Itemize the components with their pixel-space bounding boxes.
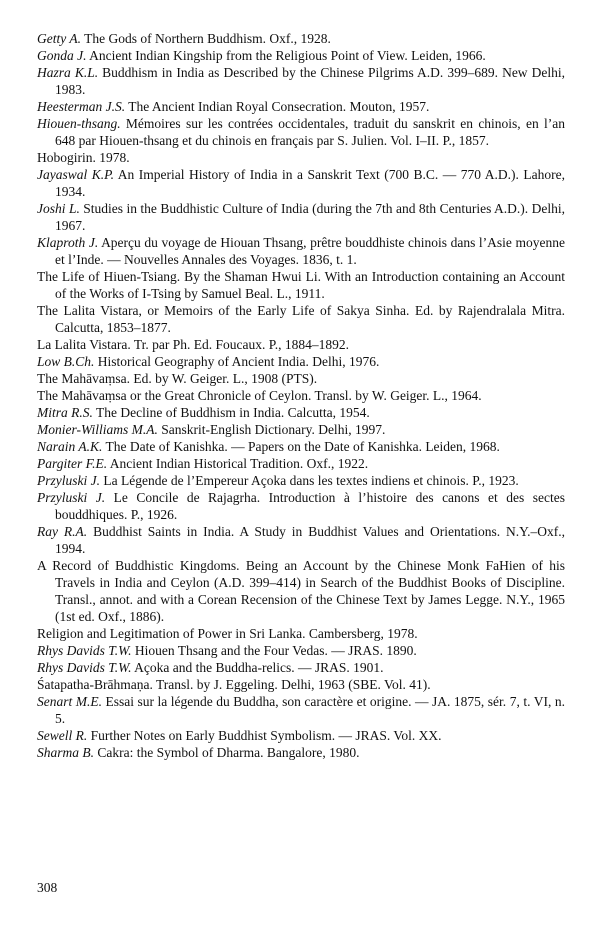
bibliography: [37, 30, 565, 761]
entry-text: Cakra: the Symbol of Dharma. Bangalore, 1980.: [97, 745, 360, 760]
entry-text: Hiouen Thsang and the Four Vedas. — JRAS. 1890.: [134, 643, 417, 658]
bibliography-entry: [37, 268, 565, 302]
entry-text: Sanskrit-English Dictionary. Delhi, 1997.: [161, 422, 386, 437]
entry-author: Heesterman J.S.: [37, 99, 126, 114]
bibliography-entry: [37, 234, 565, 268]
entry-text: Buddhist Saints in India. A Study in Buddhist Values and Orientations. N.Y.–Oxf., 1994.: [55, 524, 566, 556]
entry-text: Ancient Indian Historical Tradition. Oxf., 1922.: [109, 456, 369, 471]
entry-text: Essai sur la légende du Buddha, son caractère et origine. — JA. 1875, sér. 7, t. VI, n. 5.: [55, 694, 565, 726]
entry-author: Rhys Davids T.W.: [37, 660, 132, 675]
entry-text: Further Notes on Early Buddhist Symbolism. — JRAS. Vol. XX.: [90, 728, 442, 743]
entry-author: Pargiter F.E.: [37, 456, 108, 471]
bibliography-entry: [37, 166, 565, 200]
entry-author: Rhys Davids T.W.: [37, 643, 132, 658]
bibliography-entry: [37, 693, 565, 727]
entry-text: The Mahāvaṃsa or the Great Chronicle of Ceylon. Transl. by W. Geiger. L., 1964.: [37, 388, 482, 403]
entry-author: Narain A.K.: [37, 439, 103, 454]
entry-author: Hazra K.L.: [37, 65, 99, 80]
entry-author: Low B.Ch.: [37, 354, 95, 369]
entry-text: La Légende de l’Empereur Açoka dans les textes indiens et chinois. P., 1923.: [103, 473, 519, 488]
entry-author: Senart M.E.: [37, 694, 102, 709]
entry-author: Klaproth J.: [37, 235, 99, 250]
entry-text: Le Concile de Rajagrha. Introduction à l’histoire des canons et des sectes bouddhiques. P., 1926.: [55, 490, 565, 522]
bibliography-entry: [37, 438, 565, 455]
bibliography-entry: [37, 98, 565, 115]
bibliography-entry: [37, 489, 565, 523]
bibliography-entry: [37, 370, 565, 387]
entry-text: Ancient Indian Kingship from the Religious Point of View. Leiden, 1966.: [89, 48, 486, 63]
bibliography-entry: [37, 353, 565, 370]
bibliography-entry: [37, 744, 565, 761]
entry-text: The Gods of Northern Buddhism. Oxf., 1928.: [84, 31, 331, 46]
entry-author: Getty A.: [37, 31, 81, 46]
bibliography-entry: [37, 455, 565, 472]
bibliography-entry: [37, 523, 565, 557]
bibliography-entry: [37, 64, 565, 98]
entry-author: Sharma B.: [37, 745, 94, 760]
entry-text: Mémoires sur les contrées occidentales, traduit du sanskrit en chinois, en l’an 648 par Hiouen-thsang et du chinois en français par S. Julien. Vol. I–II. P., 1857.: [55, 116, 565, 148]
bibliography-entry: [37, 625, 565, 642]
entry-text: Historical Geography of Ancient India. Delhi, 1976.: [97, 354, 380, 369]
bibliography-entry: [37, 404, 565, 421]
entry-author: Przyluski J.: [37, 490, 106, 505]
entry-author: Monier-Williams M.A.: [37, 422, 158, 437]
entry-text: Hobogirin. 1978.: [37, 150, 130, 165]
entry-author: Joshi L.: [37, 201, 80, 216]
bibliography-entry: [37, 472, 565, 489]
bibliography-entry: [37, 30, 565, 47]
entry-text: A Record of Buddhistic Kingdoms. Being an Account by the Chinese Monk FaHien of his Travels in India and Ceylon (A.D. 399–414) in Search of the Buddhist Books of Discipline. Transl., annot. and with a Corean Recension of the Chinese Text by James Legge. N.Y., 1965 (1st ed. Oxf., 1886).: [37, 558, 565, 624]
entry-author: Mitra R.S.: [37, 405, 93, 420]
entry-text: An Imperial History of India in a Sanskrit Text (700 B.C. — 770 A.D.). Lahore, 1934.: [55, 167, 565, 199]
bibliography-entry: [37, 387, 565, 404]
bibliography-entry: [37, 676, 565, 693]
bibliography-entry: [37, 47, 565, 64]
bibliography-entry: [37, 421, 565, 438]
bibliography-entry: [37, 149, 565, 166]
entry-text: Religion and Legitimation of Power in Sri Lanka. Cambersberg, 1978.: [37, 626, 418, 641]
entry-text: Studies in the Buddhistic Culture of India (during the 7th and 8th Centuries A.D.). Delhi, 1967.: [55, 201, 565, 233]
bibliography-entry: [37, 727, 565, 744]
entry-author: Gonda J.: [37, 48, 87, 63]
entry-text: Aperçu du voyage de Hiouan Thsang, prêtre bouddhiste chinois dans l’Asie moyenne et l’Inde. — Nouvelles Annales des Voyages. 1836, t. 1.: [55, 235, 565, 267]
bibliography-entry: [37, 302, 565, 336]
entry-text: Açoka and the Buddha-relics. — JRAS. 1901.: [134, 660, 384, 675]
bibliography-entry: [37, 642, 565, 659]
entry-text: The Date of Kanishka. — Papers on the Date of Kanishka. Leiden, 1968.: [105, 439, 500, 454]
entry-text: The Lalita Vistara, or Memoirs of the Early Life of Sakya Sinha. Ed. by Rajendralala Mitra. Calcutta, 1853–1877.: [37, 303, 565, 335]
bibliography-entry: [37, 659, 565, 676]
bibliography-entry: [37, 200, 565, 234]
entry-author: Ray R.A.: [37, 524, 88, 539]
entry-text: La Lalita Vistara. Tr. par Ph. Ed. Foucaux. P., 1884–1892.: [37, 337, 350, 352]
entry-author: Hiouen-thsang.: [37, 116, 121, 131]
bibliography-entry: [37, 557, 565, 625]
entry-text: The Mahāvaṃsa. Ed. by W. Geiger. L., 1908 (PTS).: [37, 371, 318, 386]
entry-author: Przyluski J.: [37, 473, 100, 488]
entry-text: Buddhism in India as Described by the Chinese Pilgrims A.D. 399–689. New Delhi, 1983.: [55, 65, 565, 97]
entry-author: Sewell R.: [37, 728, 88, 743]
bibliography-entry: [37, 115, 565, 149]
entry-text: Śatapatha-Brāhmaṇa. Transl. by J. Eggeling. Delhi, 1963 (SBE. Vol. 41).: [37, 677, 431, 692]
entry-author: Jayaswal K.P.: [37, 167, 115, 182]
entry-text: The Life of Hiuen-Tsiang. By the Shaman Hwui Li. With an Introduction containing an Account of the Works of I-Tsing by Samuel Beal. L., 1911.: [37, 269, 565, 301]
bibliography-entry: [37, 336, 565, 353]
entry-text: The Decline of Buddhism in India. Calcutta, 1954.: [96, 405, 370, 420]
entry-text: The Ancient Indian Royal Consecration. Mouton, 1957.: [128, 99, 430, 114]
page-number: 308: [37, 880, 58, 895]
